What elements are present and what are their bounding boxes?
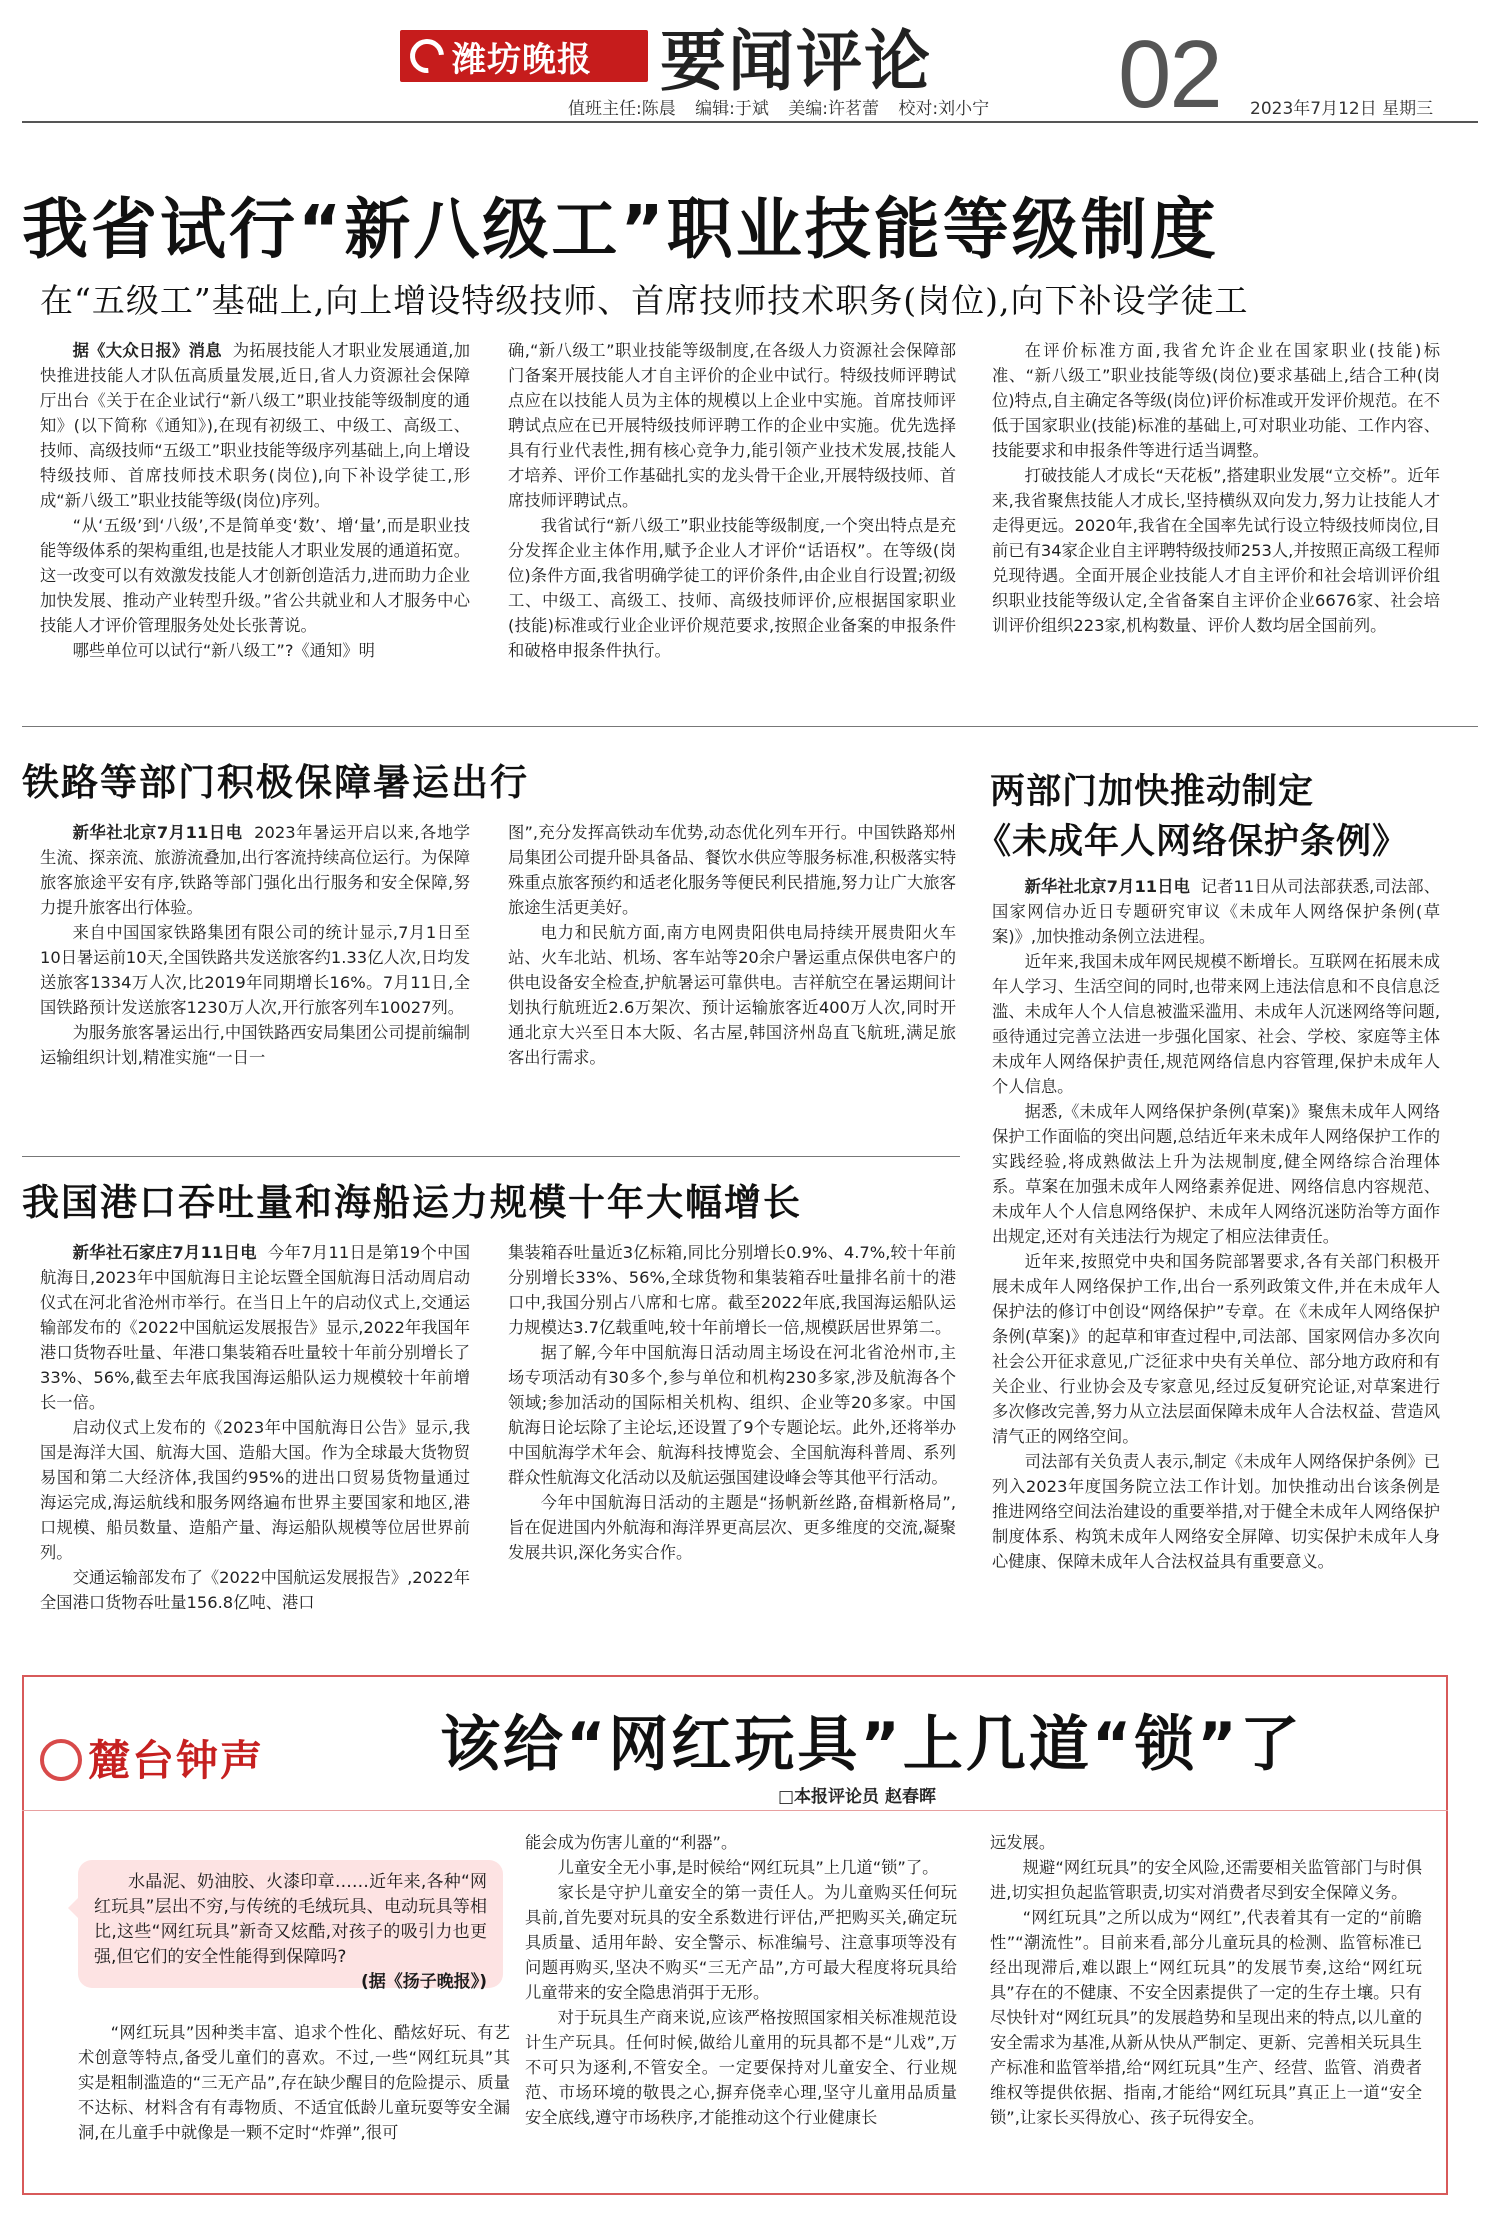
masthead-rule xyxy=(22,121,1478,123)
ports-column-1 xyxy=(40,1240,470,1650)
ports-para xyxy=(40,1240,470,1415)
lead-column-3 xyxy=(992,338,1440,710)
minors-dateline: 新华社北京7月11日电 xyxy=(1024,877,1191,896)
quote-source-text: (据《扬子晚报》) xyxy=(360,1972,487,1992)
quote-text: 水晶泥、奶油胶、火漆印章……近年来,各种“网红玩具”层出不穷,与传统的毛绒玩具、电动玩具等相比,这些“网红玩具”新奇又炫酷,对孩子的吸引力也更强,但它们的安全性能得到保障吗? xyxy=(94,1872,487,1967)
logo-text: 潍坊晚报 xyxy=(452,39,592,80)
commentary-para: 规避“网红玩具”的安全风险,还需要相关监管部门与时俱进,切实担负起监管职责,切实对消费者尽到安全保障义务。 xyxy=(990,1858,1422,1902)
lead-para: 确,“新八级工”职业技能等级制度,在各级人力资源社会保障部门备案开展技能人才自主评价的企业中试行。特级技师评聘试点应在以技能人员为主体的规模以上企业中实施。首席技师评聘试点应在已开展特级技师评聘工作的企业中实施。优先选择具有行业代表性,拥有核心竞争力,能引领产业技术发展,技能人才培养、评价工作基础扎实的龙头骨干企业,开展特级技师、首席技师评聘试点。 xyxy=(508,341,956,510)
editor-credits: 值班主任:陈晨 编辑:于斌 美编:许茗蕾 校对:刘小宁 xyxy=(568,99,990,119)
brush-icon xyxy=(40,1739,82,1781)
ports-headline: 我国港口吞吐量和海船运力规模十年大幅增长 xyxy=(22,1181,802,1224)
page-number: 02 xyxy=(1118,21,1221,128)
section-title: 要闻评论 xyxy=(660,22,932,100)
commentary-divider xyxy=(22,1810,1448,1811)
lead-headline: 我省试行“新八级工”职业技能等级制度 xyxy=(22,191,1219,268)
minors-text: 记者11日从司法部获悉,司法部、国家网信办近日专题研究审议《未成年人网络保护条例(草案)》,加快推动条例立法进程。 xyxy=(992,877,1440,946)
column-name-text: 麓台钟声 xyxy=(88,1736,265,1785)
divider xyxy=(22,1156,960,1157)
commentary-para: “网红玩具”之所以成为“网红”,代表着其有一定的“前瞻性”“潮流性”。目前来看,部分儿童玩具的检测、监管标准已经出现滞后,难以跟上“网红玩具”的发展节奏,这给“网红玩具”存在的不健康、不安全因素提供了一定的生存土壤。只有尽快针对“网红玩具”的发展趋势和呈现出来的特点,以儿童的安全需求为基准,从新从快从严制定、更新、完善相关玩具生产标准和监管举措,给“网红玩具”生产、经营、监管、消费者维权等提供依据、指南,才能给“网红玩具”真正上一道“安全锁”,让家长买得放心、孩子玩得安全。 xyxy=(990,1908,1422,2127)
commentary-para: 远发展。 xyxy=(990,1833,1056,1852)
minors-para: 近年来,我国未成年网民规模不断增长。互联网在拓展未成年人学习、生活空间的同时,也带来网上违法信息和不良信息泛滥、未成年人个人信息被滥采滥用、未成年人沉迷网络等问题,亟待通过完善立法进一步强化国家、社会、学校、家庭等主体未成年人网络保护责任,规范网络信息内容管理,保护未成年人个人信息。 xyxy=(992,952,1440,1096)
railway-column-1 xyxy=(40,820,470,1140)
ports-para: 启动仪式上发布的《2023年中国航海日公告》显示,我国是海洋大国、航海大国、造船大国。作为全球最大货物贸易国和第二大经济体,我国约95%的进出口贸易货物量通过海运完成,海运航线和服务网络遍布世界主要国家和地区,港口规模、船员数量、造船产量、海运船队规模等位居世界前列。 xyxy=(40,1418,470,1562)
lead-source: 据《大众日报》消息 xyxy=(72,341,222,360)
railway-para: 来自中国国家铁路集团有限公司的统计显示,7月1日至10日暑运前10天,全国铁路共发送旅客约1.33亿人次,日均发送旅客1334万人次,比2019年同期增长16%。7月11日,全国铁路预计发送旅客1230万人次,开行旅客列车10027列。 xyxy=(40,923,470,1017)
lead-para: 哪些单位可以试行“新八级工”?《通知》明 xyxy=(72,641,375,660)
lead-para: “从‘五级’到‘八级’,不是简单变‘数’、增‘量’,而是职业技能等级体系的架构重组,也是技能人才职业发展的通道拓宽。这一改变可以有效激发技能人才创新创造活力,进而助力企业加快发展、推动产业转型升级。”省公共就业和人才服务中心技能人才评价管理服务处处长张菁说。 xyxy=(40,516,470,635)
railway-para: 为服务旅客暑运出行,中国铁路西安局集团公司提前编制运输组织计划,精准实施“一日一 xyxy=(40,1023,470,1067)
commentary-headline: 该给“网红玩具”上几道“锁”了 xyxy=(440,1710,1303,1780)
ports-para: 集装箱吞吐量近3亿标箱,同比分别增长0.9%、4.7%,较十年前分别增长33%、56%,全球货物和集装箱吞吐量排名前十的港口中,我国分别占八席和七席。截至2022年底,我国海运船队运力规模达3.7亿载重吨,较十年前增长一倍,规模跃居世界第二。 xyxy=(508,1243,956,1337)
minors-para: 司法部有关负责人表示,制定《未成年人网络保护条例》已列入2023年度国务院立法工作计划。加快推动出台该条例是推进网络空间法治建设的重要举措,对于健全未成年人网络保护制度体系、构筑未成年人网络安全屏障、切实保护未成年人身心健康、保障未成年人合法权益具有重要意义。 xyxy=(992,1452,1440,1571)
minors-para: 据悉,《未成年人网络保护条例(草案)》聚焦未成年人网络保护工作面临的突出问题,总结近年来未成年人网络保护工作的实践经验,将成熟做法上升为法规制度,健全网络综合治理体系。草案在加强未成年人网络素养促进、网络信息内容规范、未成年人个人信息网络保护、未成年人网络沉迷防治等方面作出规定,还对有关违法行为规定了相应法律责任。 xyxy=(992,1102,1440,1246)
ports-dateline: 新华社石家庄7月11日电 xyxy=(72,1243,257,1262)
lead-para: 在评价标准方面,我省允许企业在国家职业(技能)标准、“新八级工”职业技能等级(岗位)要求基础上,结合工种(岗位)特点,自主确定各等级(岗位)评价标准或开发评价规范。在不低于国家职业(技能)标准的基础上,可对职业功能、工作内容、技能要求和申报条件等进行适当调整。 xyxy=(992,341,1440,460)
logo-icon xyxy=(403,32,451,80)
lead-para: 打破技能人才成长“天花板”,搭建职业发展“立交桥”。近年来,我省聚焦技能人才成长,坚持横纵双向发力,努力让技能人才走得更远。2020年,我省在全国率先试行设立特级技师岗位,目前已有34家企业自主评聘特级技师253人,并按照正高级工程师兑现待遇。全面开展企业技能人才自主评价和社会培训评价组织职业技能等级认定,全省备案自主评价企业6676家、社会培训评价组织223家,机构数量、评价人数均居全国前列。 xyxy=(992,466,1440,635)
minors-para: 近年来,按照党中央和国务院部署要求,各有关部门积极开展未成年人网络保护工作,出台一系列政策文件,并在未成年人保护法的修订中创设“网络保护”专章。在《未成年人网络保护条例(草案)》的起草和审查过程中,司法部、国家网信办多次向社会公开征求意见,广泛征求中央有关单位、部分地方政府和有关企业、行业协会及专家意见,经过反复研究论证,对草案进行多次修改完善,努力从立法层面保障未成年人合法权益、营造风清气正的网络空间。 xyxy=(992,1252,1440,1446)
commentary-byline: □本报评论员 赵春晖 xyxy=(778,1787,936,1807)
lead-column-1 xyxy=(40,338,470,710)
railway-para: 图”,充分发挥高铁动车优势,动态优化列车开行。中国铁路郑州局集团公司提升卧具备品、餐饮水供应等服务标准,积极落实特殊重点旅客预约和适老化服务等便民利民措施,努力让广大旅客旅途生活更美好。 xyxy=(508,823,956,917)
ports-para: 交通运输部发布了《2022中国航运发展报告》,2022年全国港口货物吞吐量156.8亿吨、港口 xyxy=(40,1568,470,1612)
railway-headline: 铁路等部门积极保障暑运出行 xyxy=(22,761,529,804)
lead-subheadline: 在“五级工”基础上,向上增设特级技师、首席技师技术职务(岗位),向下补设学徒工 xyxy=(40,281,1249,320)
commentary-column-2 xyxy=(525,1830,957,2182)
commentary-column-3 xyxy=(990,1830,1422,2182)
lead-text: 为拓展技能人才职业发展通道,加快推进技能人才队伍高质量发展,近日,省人力资源社会保障厅出台《关于在企业试行“新八级工”职业技能等级制度的通知》(以下简称《通知》),在现有初级工、中级工、高级工、技师、高级技师“五级工”职业技能等级序列基础上,向上增设特级技师、首席技师技术职务(岗位),向下补设学徒工,形成“新八级工”职业技能等级(岗位)序列。 xyxy=(40,341,470,510)
ports-column-2 xyxy=(508,1240,956,1650)
commentary-para: 儿童安全无小事,是时候给“网红玩具”上几道“锁”了。 xyxy=(557,1858,939,1877)
ports-para: 今年中国航海日活动的主题是“扬帆新丝路,奋楫新格局”,旨在促进国内外航海和海洋界更高层次、更多维度的交流,凝聚发展共识,深化务实合作。 xyxy=(508,1493,956,1562)
lead-column-2 xyxy=(508,338,956,710)
divider xyxy=(22,726,1478,727)
commentary-column-1 xyxy=(78,2020,510,2180)
commentary-para: 能会成为伤害儿童的“利器”。 xyxy=(525,1833,738,1852)
railway-column-2 xyxy=(508,820,956,1140)
lead-para: 我省试行“新八级工”职业技能等级制度,一个突出特点是充分发挥企业主体作用,赋予企业人才评价“话语权”。在等级(岗位)条件方面,我省明确学徒工的评价条件,由企业自行设置;初级工、中级工、高级工、技师、高级技师评价,应根据国家职业(技能)标准或行业企业评价规范要求,按照企业备案的申报条件和破格申报条件执行。 xyxy=(508,516,956,660)
quote-source xyxy=(94,1970,487,1995)
railway-text: 2023年暑运开启以来,各地学生流、探亲流、旅游流叠加,出行客流持续高位运行。为保障旅客旅途平安有序,铁路等部门强化出行服务和安全保障,努力提升旅客出行体验。 xyxy=(40,823,470,917)
minors-column xyxy=(992,874,1440,1654)
ports-para: 据了解,今年中国航海日活动周主场设在河北省沧州市,主场专项活动有30多个,参与单位和机构230多家,涉及航海各个领域;参加活动的国际相关机构、组织、企业等20多家。中国航海日论坛除了主论坛,还设置了9个专题论坛。此外,还将举办中国航海学术年会、航海科技博览会、全国航海科普周、系列群众性航海文化活动以及航运强国建设峰会等其他平行活动。 xyxy=(508,1343,956,1487)
lead-para xyxy=(40,338,470,513)
railway-para xyxy=(40,820,470,920)
quote-bubble xyxy=(78,1860,503,1992)
issue-date: 2023年7月12日 星期三 xyxy=(1250,99,1434,119)
minors-para xyxy=(992,874,1440,949)
commentary-para: 家长是守护儿童安全的第一责任人。为儿童购买任何玩具前,首先要对玩具的安全系数进行评估,严把购买关,确定玩具质量、适用年龄、安全警示、标准编号、注意事项等没有问题再购买,坚决不购买“三无产品”,方可最大程度将玩具给儿童带来的安全隐患消弭于无形。 xyxy=(525,1883,957,2002)
railway-para: 电力和民航方面,南方电网贵阳供电局持续开展贵阳火车站、火车北站、机场、客车站等20余户暑运重点保供电客户的供电设备安全检查,护航暑运可靠供电。吉祥航空在暑运期间计划执行航班近2.6万架次、预计运输旅客近400万人次,同时开通北京大兴至日本大阪、名古屋,韩国济州岛直飞航班,满足旅客出行需求。 xyxy=(508,923,956,1067)
commentary-para: 对于玩具生产商来说,应该严格按照国家相关标准规范设计生产玩具。任何时候,做给儿童用的玩具都不是“儿戏”,万不可只为逐利,不管安全。一定要保持对儿童安全、行业规范、市场环境的敬畏之心,摒弃侥幸心理,坚守儿童用品质量安全底线,遵守市场秩序,才能推动这个行业健康长 xyxy=(525,2008,957,2127)
column-name xyxy=(40,1728,264,1788)
ports-text: 今年7月11日是第19个中国航海日,2023年中国航海日主论坛暨全国航海日活动周启动仪式在河北省沧州市举行。在当日上午的启动仪式上,交通运输部发布的《2022中国航运发展报告》显示,2022年我国年港口货物吞吐量、年港口集装箱吞吐量较十年前分别增长了33%、56%,截至去年底我国海运船队运力规模较十年前增长一倍。 xyxy=(40,1243,470,1412)
minors-headline-line1: 两部门加快推动制定 xyxy=(990,771,1315,812)
commentary-para: “网红玩具”因种类丰富、追求个性化、酷炫好玩、有艺术创意等特点,备受儿童们的喜欢。不过,一些“网红玩具”其实是粗制滥造的“三无产品”,存在缺少醒目的危险提示、质量不达标、材料含有有毒物质、不适宜低龄儿童玩耍等安全漏洞,在儿童手中就像是一颗不定时“炸弹”,很可 xyxy=(78,2023,510,2142)
railway-dateline: 新华社北京7月11日电 xyxy=(72,823,243,842)
newspaper-logo xyxy=(400,30,648,82)
minors-headline-line2: 《未成年人网络保护条例》 xyxy=(976,821,1409,862)
